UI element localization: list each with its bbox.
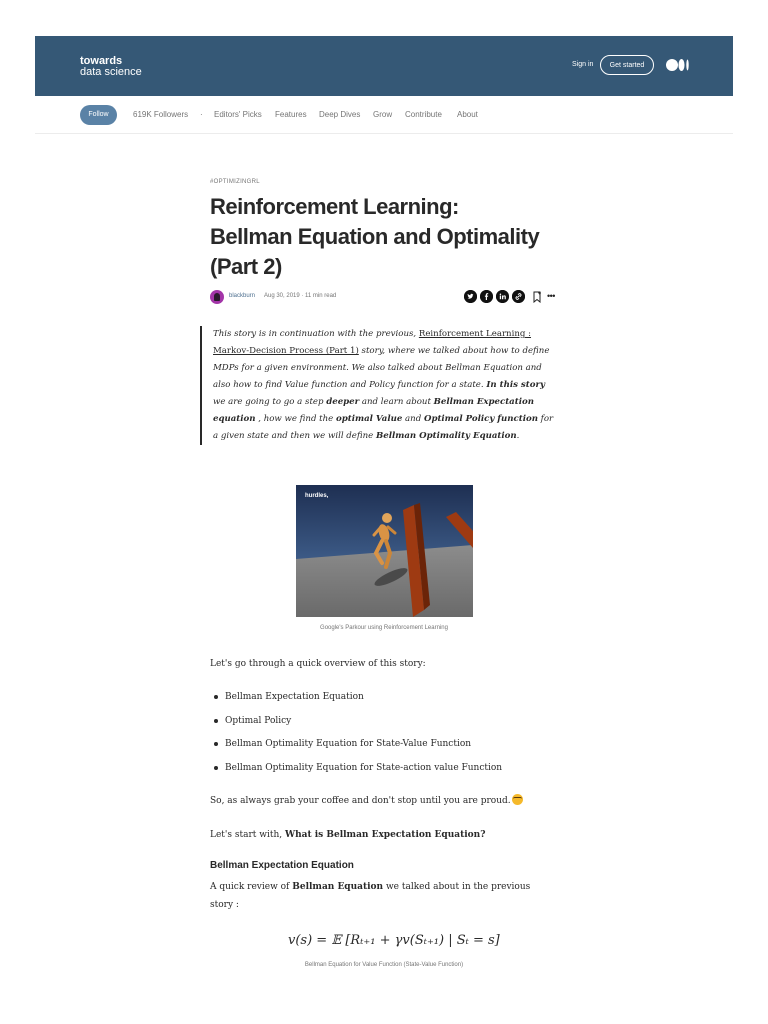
site-header: [35, 36, 733, 96]
nav-editors-picks[interactable]: Editors' Picks: [214, 110, 262, 119]
nav-contribute[interactable]: Contribute: [405, 110, 442, 119]
get-started-button[interactable]: Get started: [600, 55, 654, 75]
start-bold: What is Bellman Expectation Equation?: [284, 830, 486, 840]
quote-text: we are going to go a step: [213, 397, 327, 407]
followers-count[interactable]: 619K Followers: [133, 110, 189, 119]
quote-emphasis: Optimal Policy function: [423, 414, 538, 424]
bookmark-icon[interactable]: [532, 291, 542, 303]
nav-about[interactable]: About: [457, 110, 478, 119]
list-item: Bellman Optimality Equation for State-action value Function: [210, 759, 502, 783]
quote-text: , how we find the: [255, 414, 336, 424]
twitter-icon[interactable]: [464, 290, 477, 303]
parkour-figure: [296, 485, 473, 617]
quote-emphasis: Bellman Expectation equation: [213, 397, 534, 424]
overview-list: [210, 688, 502, 782]
nav-deep-dives[interactable]: Deep Dives: [319, 110, 361, 119]
intro-paragraph: Let's go through a quick overview of this story:: [210, 659, 426, 669]
list-item: Optimal Policy: [210, 712, 502, 736]
share-toolbar: [464, 290, 555, 303]
linkedin-icon[interactable]: [496, 290, 509, 303]
logo-line-1: towards: [80, 55, 123, 67]
formula-caption: Bellman Equation for Value Function (State-Value Function): [304, 962, 464, 968]
list-item: Bellman Optimality Equation for State-Value Function: [210, 735, 502, 759]
bellman-formula: v(s) = 𝔼 [Rₜ₊₁ + γv(Sₜ₊₁) | Sₜ = s]: [288, 933, 500, 948]
logo-line-2: data science: [80, 66, 142, 78]
figure-overlay-text: hurdles,: [305, 493, 329, 499]
nerd-face-emoji-icon: [512, 794, 523, 805]
start-paragraph: [210, 826, 485, 844]
quote-emphasis: optimal Value: [336, 414, 403, 424]
quote-text: and: [402, 414, 424, 424]
nav-separator: ·: [200, 110, 203, 119]
review-paragraph: [210, 878, 550, 914]
medium-logo-icon[interactable]: [666, 58, 690, 72]
list-item: Bellman Expectation Equation: [210, 688, 502, 712]
quote-emphasis: Bellman Optimality Equation: [375, 431, 517, 441]
quote-text: and learn about: [359, 397, 434, 407]
link-icon[interactable]: [512, 290, 525, 303]
review-bold: Bellman Equation: [292, 882, 384, 892]
sign-in-link[interactable]: Sign in: [572, 61, 594, 68]
review-prefix: A quick review of: [210, 882, 293, 892]
byline: [210, 290, 558, 304]
start-prefix: Let's start with,: [210, 830, 285, 840]
quote-emphasis: deeper: [326, 397, 360, 407]
article-title: Reinforcement Learning: Bellman Equation and Optimality (Part 2): [210, 194, 540, 279]
facebook-icon[interactable]: [480, 290, 493, 303]
quote-emphasis: In this story: [486, 380, 545, 390]
author-name[interactable]: blackburn: [229, 293, 256, 299]
section-heading: Bellman Expectation Equation: [210, 860, 354, 871]
figure-caption: Google's Parkour using Reinforcement Learning: [320, 625, 448, 631]
publish-meta: Aug 30, 2019 · 11 min read: [264, 293, 337, 299]
more-icon[interactable]: •••: [547, 291, 555, 301]
site-logo[interactable]: [80, 56, 142, 78]
nav-grow[interactable]: Grow: [373, 110, 393, 119]
coffee-text: So, as always grab your coffee and don't stop until you are proud.: [210, 796, 511, 806]
part1-link[interactable]: Reinforcement Learning : Markov-Decision Process (Part 1): [213, 329, 532, 356]
intro-blockquote: [200, 326, 559, 445]
quote-text: story, where we talked about how to define MDPs for a given environment. We also talked about Bellman Equation and also how to find Value function and Policy function for a state.: [213, 346, 550, 390]
parkour-image: [296, 485, 473, 617]
nav-features[interactable]: Features: [275, 110, 307, 119]
follow-button[interactable]: Follow: [80, 105, 117, 125]
quote-text: This story is in continuation with the previous,: [213, 329, 419, 339]
coffee-paragraph: [210, 792, 523, 810]
review-suffix: we talked about in the previous story :: [210, 882, 531, 910]
quote-text: for a given state and then we will define: [213, 414, 554, 441]
publication-nav: [35, 96, 733, 134]
article-tag[interactable]: #OPTIMIZINGRL: [210, 179, 260, 185]
quote-text: .: [516, 431, 520, 441]
author-avatar[interactable]: [210, 290, 224, 304]
